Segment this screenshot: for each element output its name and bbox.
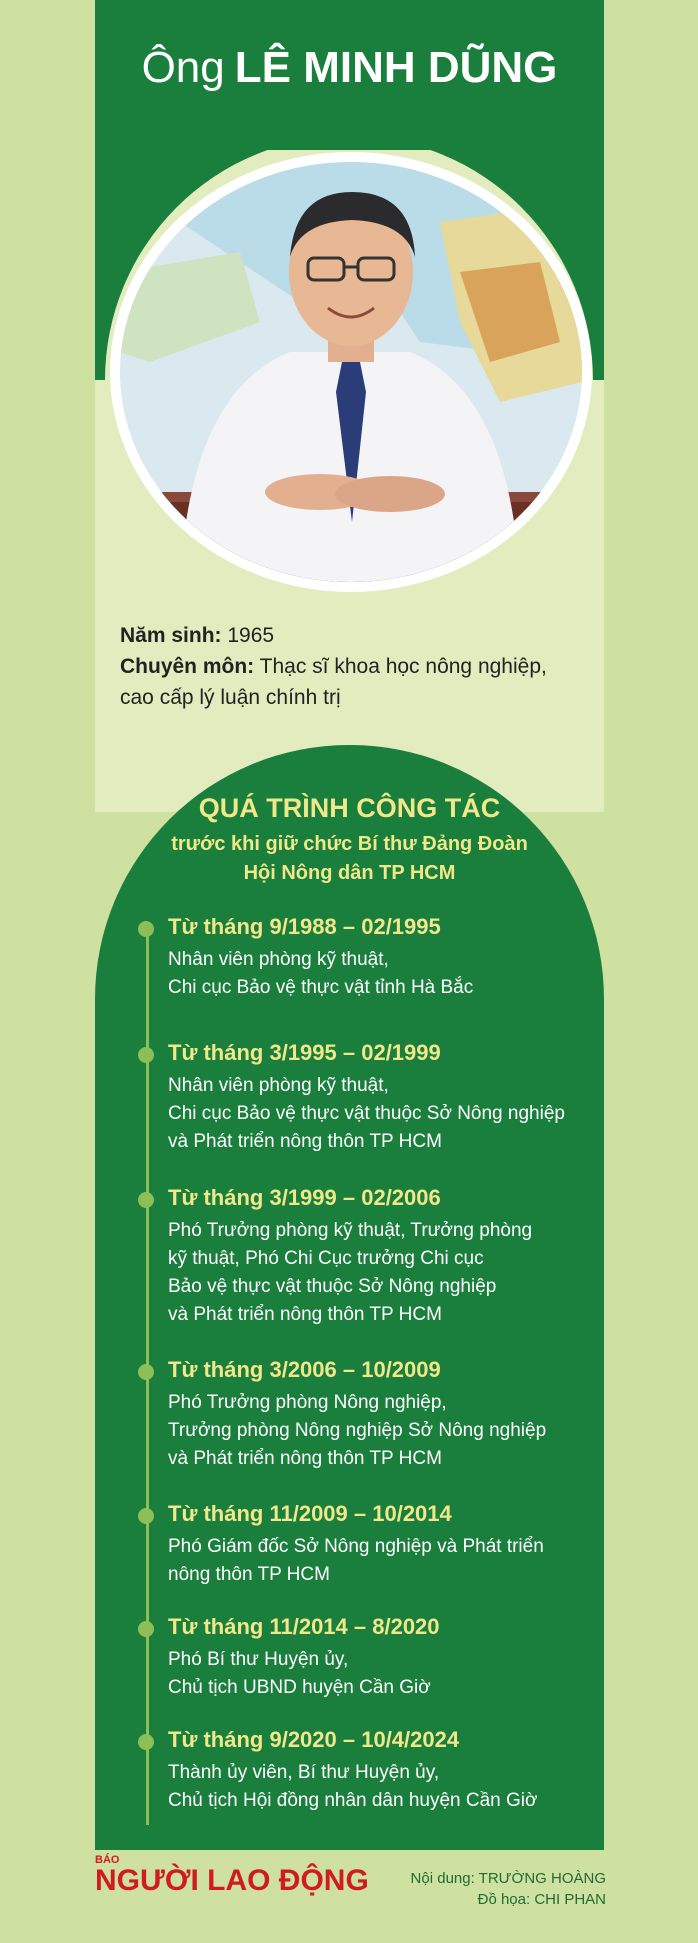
timeline-line-text: Thành ủy viên, Bí thư Huyện ủy, — [168, 1762, 440, 1783]
timeline-period: Từ tháng 3/1999 – 02/2006 — [168, 1185, 441, 1210]
timeline-dot — [138, 1364, 154, 1380]
timeline-line-text: Bảo vệ thực vật thuộc Sở Nông nghiệp — [168, 1276, 497, 1297]
timeline-description — [168, 1759, 608, 1815]
timeline-description — [168, 1072, 608, 1156]
timeline-dot — [138, 921, 154, 937]
content-credit: Nội dung: TRƯỜNG HOÀNG — [410, 1870, 606, 1887]
timeline-description — [168, 1646, 608, 1702]
career-title: QUÁ TRÌNH CÔNG TÁC — [198, 793, 501, 823]
timeline-dot — [138, 1192, 154, 1208]
timeline-period: Từ tháng 11/2009 – 10/2014 — [168, 1501, 452, 1526]
career-subtitle-line2: Hội Nông dân TP HCM — [243, 862, 456, 884]
timeline-period: Từ tháng 11/2014 – 8/2020 — [168, 1614, 440, 1639]
specialty-row — [120, 651, 600, 682]
birth-label: Năm sinh: — [120, 624, 222, 647]
timeline-description — [168, 946, 608, 1002]
specialty-label: Chuyên môn: — [120, 655, 255, 678]
timeline-line-text: Phó Giám đốc Sở Nông nghiệp và Phát triển — [168, 1536, 544, 1557]
timeline-dot — [138, 1508, 154, 1524]
page-title — [95, 38, 604, 98]
timeline-dot — [138, 1734, 154, 1750]
career-subtitle-line1: trước khi giữ chức Bí thư Đảng Đoàn — [171, 833, 528, 855]
logo-small-text: BÁO — [95, 1854, 120, 1866]
timeline-line-text: Trưởng phòng Nông nghiệp Sở Nông nghiệp — [168, 1420, 547, 1441]
timeline-description — [168, 1389, 608, 1473]
portrait-photo — [120, 162, 582, 582]
newspaper-logo: NGƯỜI LAO ĐỘNG — [95, 1864, 369, 1897]
specialty-line1: Thạc sĩ khoa học nông nghiệp, — [259, 655, 547, 678]
title-prefix: Ông — [141, 43, 225, 92]
bio-block — [120, 620, 600, 713]
timeline-line-text: kỹ thuật, Phó Chi Cục trưởng Chi cục — [168, 1248, 484, 1269]
timeline-line-text: Nhân viên phòng kỹ thuật, — [168, 1075, 389, 1096]
timeline-line-text: Phó Bí thư Huyện ủy, — [168, 1649, 349, 1670]
timeline-line-text: và Phát triển nông thôn TP HCM — [168, 1448, 442, 1469]
timeline-description — [168, 1217, 608, 1329]
timeline-period: Từ tháng 3/2006 – 10/2009 — [168, 1357, 441, 1382]
timeline-line-text: và Phát triển nông thôn TP HCM — [168, 1131, 442, 1152]
career-subtitle — [95, 830, 604, 888]
timeline-line-text: Phó Trưởng phòng kỹ thuật, Trưởng phòng — [168, 1220, 533, 1241]
timeline-line-text: Nhân viên phòng kỹ thuật, — [168, 949, 389, 970]
timeline-period: Từ tháng 3/1995 – 02/1999 — [168, 1040, 441, 1065]
timeline-line-text: Chi cục Bảo vệ thực vật thuộc Sở Nông nghiệp — [168, 1103, 565, 1124]
credits — [411, 1868, 606, 1910]
timeline-line-text: Chủ tịch UBND huyện Cần Giờ — [168, 1677, 431, 1698]
specialty-line2: cao cấp lý luận chính trị — [120, 686, 341, 709]
timeline-dot — [138, 1621, 154, 1637]
title-name: LÊ MINH DŨNG — [234, 43, 558, 92]
timeline-line-text: và Phát triển nông thôn TP HCM — [168, 1304, 442, 1325]
timeline-period: Từ tháng 9/1988 – 02/1995 — [168, 914, 441, 939]
birth-row — [120, 620, 600, 651]
timeline-line-text: nông thôn TP HCM — [168, 1564, 330, 1585]
timeline-dot — [138, 1047, 154, 1063]
birth-value: 1965 — [227, 624, 275, 647]
timeline-line-text: Chi cục Bảo vệ thực vật tỉnh Hà Bắc — [168, 977, 474, 998]
timeline-line-text: Phó Trưởng phòng Nông nghiệp, — [168, 1392, 447, 1413]
portrait-illustration — [120, 162, 582, 582]
timeline-period: Từ tháng 9/2020 – 10/4/2024 — [168, 1727, 460, 1752]
design-credit: Đồ họa: CHI PHAN — [477, 1891, 606, 1908]
timeline-description — [168, 1533, 608, 1589]
timeline-line-text: Chủ tịch Hội đồng nhân dân huyện Cần Giờ — [168, 1790, 538, 1811]
